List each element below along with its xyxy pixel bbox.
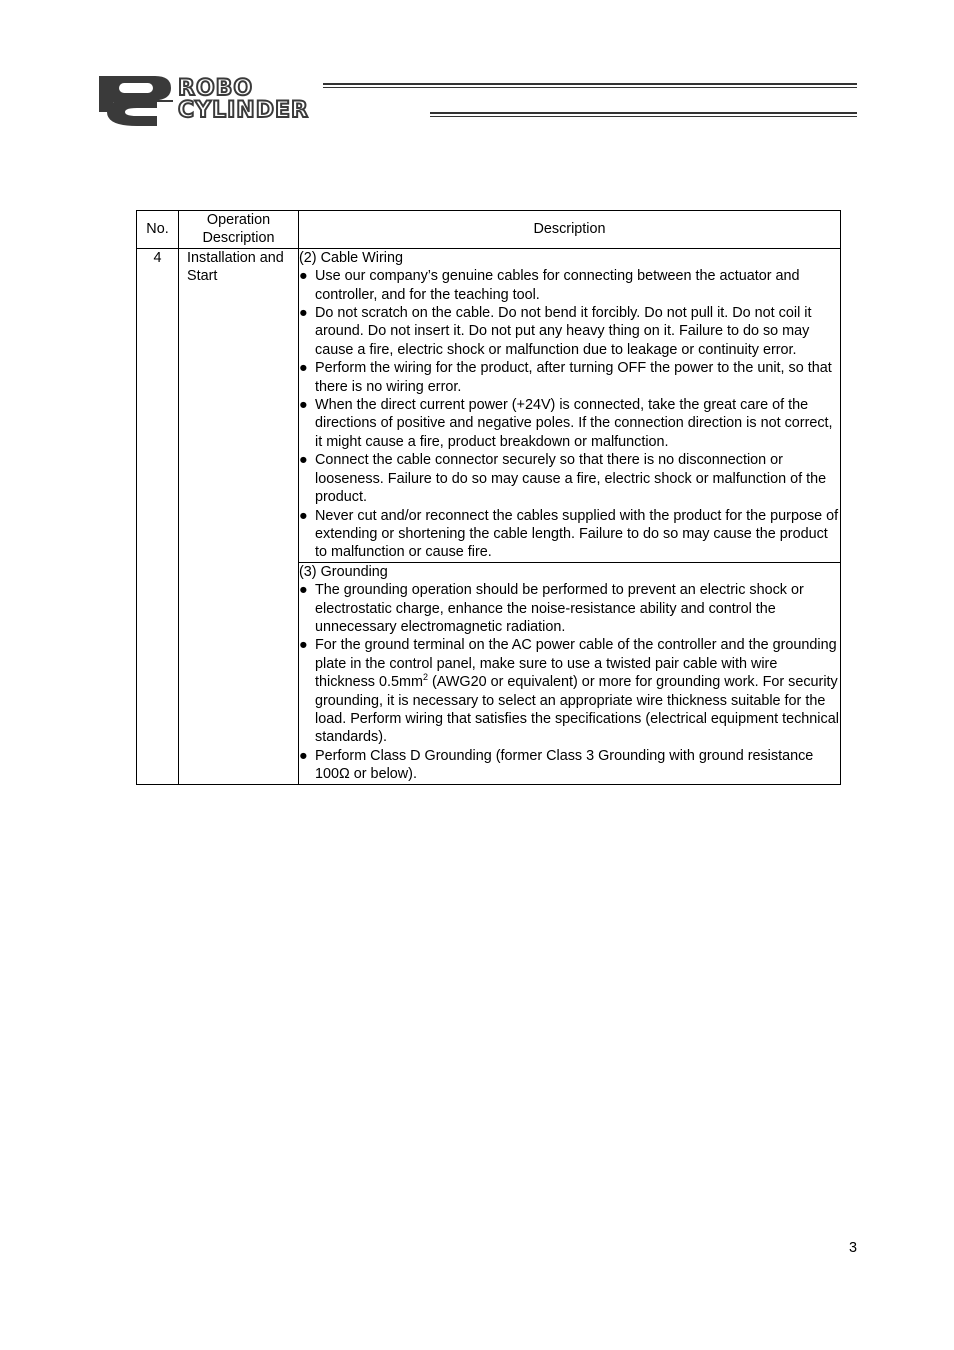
list-item: [299, 507, 840, 562]
section-title: (3) Grounding: [299, 563, 388, 580]
section-cable-wiring: [299, 248, 841, 562]
list-item-text: The grounding operation should be performed to prevent an electric shock or electrostatic charge, enhance the noise-resistance ability and control the unnecessary electromagnetic radiation.: [315, 582, 804, 635]
bullet-list: [299, 267, 840, 562]
superscript: 2: [422, 672, 428, 683]
table-header-row: [137, 211, 841, 249]
operation-label: Installation and Start: [187, 249, 284, 285]
table-row: [137, 248, 841, 562]
header-description: Description: [299, 211, 841, 249]
bullet-icon: ●: [299, 268, 308, 285]
cell-no: 4: [137, 248, 179, 784]
header-no: No.: [137, 211, 179, 249]
bullet-icon: ●: [299, 397, 308, 414]
header-rule-bottom-1: [430, 112, 857, 114]
header-rule-bottom-2: [430, 116, 857, 117]
list-item: [299, 747, 840, 784]
section-title: (2) Cable Wiring: [299, 249, 403, 266]
bullet-icon: ●: [299, 305, 308, 322]
cell-operation: [179, 248, 299, 784]
list-item: [299, 359, 840, 396]
list-item: [299, 581, 840, 636]
list-item: [299, 304, 840, 359]
bullet-icon: ●: [299, 582, 308, 599]
brand-line-2: CYLINDER: [178, 98, 309, 123]
list-item-text: [315, 637, 839, 745]
list-item: [299, 636, 840, 746]
list-item: [299, 451, 840, 506]
rc-logo-icon: [97, 76, 173, 126]
header-operation: Operation Description: [179, 211, 299, 249]
wire-thickness-text-cont: (AWG20 or equivalent) or more for grounding work. For security grounding, it is necessary to select an appropriate wire thickness suitable for the load. Perform wiring that satisfies the specifications (electrical equipment technical standards).: [315, 674, 839, 746]
bullet-icon: ●: [299, 360, 308, 377]
list-item-text: Use our company’s genuine cables for connecting between the actuator and controller, and for the teaching tool.: [315, 268, 800, 303]
bullet-icon: ●: [299, 747, 308, 764]
header-rule-top-1: [323, 83, 857, 85]
list-item-text: Perform the wiring for the product, after turning OFF the power to the unit, so that there is no wiring error.: [315, 360, 832, 395]
page-number: 3: [848, 1240, 857, 1256]
bullet-list: [299, 581, 840, 783]
list-item-text: When the direct current power (+24V) is connected, take the great care of the directions of positive and negative poles. If the connection direction is not correct, it might cause a fire, product breakdown or malfunction.: [315, 397, 833, 450]
wire-thickness-text: For the ground terminal on the AC power cable of the controller and the grounding plate in the control panel, make sure to use a twisted pair cable with wire thickness 0.5mm: [315, 637, 837, 691]
list-item-text: Do not scratch on the cable. Do not bend it forcibly. Do not pull it. Do not coil it around. Do not insert it. Do not put any heavy thing on it. Failure to do so may cause a fire, electric shock or malfunction due to leakage or continuity error.: [315, 305, 812, 358]
list-item: [299, 396, 840, 451]
brand-line-1: ROBO: [178, 76, 254, 101]
header-rule-top-2: [323, 87, 857, 88]
bullet-icon: ●: [299, 637, 308, 654]
bullet-icon: ●: [299, 452, 308, 469]
specification-table: [136, 210, 841, 785]
section-grounding: [299, 562, 841, 784]
bullet-icon: ●: [299, 507, 308, 524]
list-item-text: Connect the cable connector securely so that there is no disconnection or looseness. Failure to do so may cause a fire, electric shock or malfunction of the product.: [315, 452, 827, 506]
list-item-text: Perform Class D Grounding (former Class 3 Grounding with ground resistance 100Ω or below).: [315, 747, 814, 783]
list-item: [299, 267, 840, 304]
list-item-text: Never cut and/or reconnect the cables supplied with the product for the purpose of extending or shortening the cable length. Failure to do so may cause the product to malfunction or cause fire.: [315, 507, 839, 561]
